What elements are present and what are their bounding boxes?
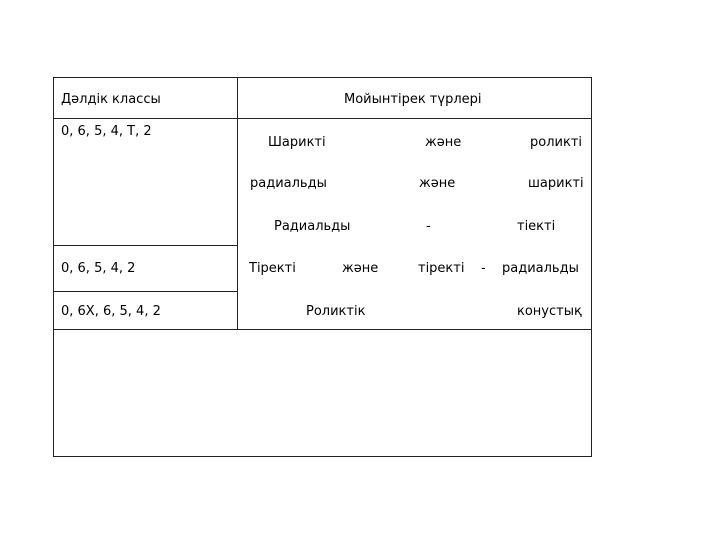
row1-line3-word2: - xyxy=(426,219,431,234)
row-divider-2 xyxy=(54,291,238,292)
header-divider xyxy=(54,118,592,119)
row1-line2-word2: және xyxy=(419,176,456,191)
header-precision-class: Дәлдік классы xyxy=(61,92,161,107)
row1-line1-word2: және xyxy=(425,135,462,150)
row1-line1-word3: роликті xyxy=(530,135,582,150)
row2-word5: радиальды xyxy=(502,261,579,276)
row-divider-3 xyxy=(54,329,592,330)
row2-class: 0, 6, 5, 4, 2 xyxy=(61,261,136,276)
row2-word3: тіректі xyxy=(418,261,465,276)
row3-class: 0, 6Х, 6, 5, 4, 2 xyxy=(61,304,161,319)
row1-line3-word1: Радиальды xyxy=(274,219,351,234)
row-divider-1 xyxy=(54,245,238,246)
row1-class: 0, 6, 5, 4, T, 2 xyxy=(61,124,152,139)
header-bearing-types: Мойынтірек түрлері xyxy=(344,92,482,107)
row3-word2: конустық xyxy=(517,304,582,319)
row1-line1-word1: Шарикті xyxy=(268,135,326,150)
row1-line3-word3: тіекті xyxy=(517,219,556,234)
row1-line2-word3: шарикті xyxy=(528,176,584,191)
row3-word1: Роликтік xyxy=(306,304,366,319)
column-divider xyxy=(237,77,238,330)
row2-word2: және xyxy=(342,261,379,276)
row2-word1: Тіректі xyxy=(249,261,296,276)
row2-word4: - xyxy=(481,261,486,276)
row1-line2-word1: радиальды xyxy=(250,176,327,191)
